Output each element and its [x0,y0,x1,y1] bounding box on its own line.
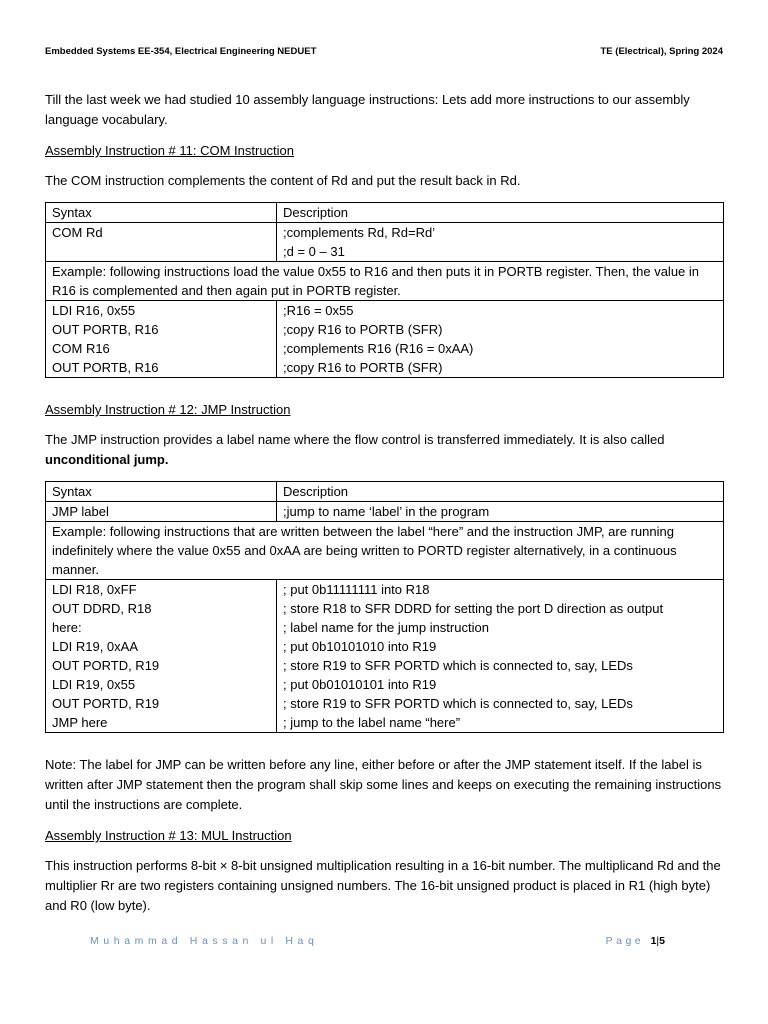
code-comment: ;R16 = 0x55 [283,303,354,318]
intro-paragraph: Till the last week we had studied 10 assembly language instructions: Lets add more instructions to our assembly language vocabulary. [45,92,690,127]
page-label: Page [605,935,645,947]
example-cell: Example: following instructions load the value 0x55 to R16 and then puts it in PORTB register. Then, the value in R16 is complemented and then again put in PORTB register. [46,262,724,301]
table-header-row [46,203,724,223]
code-instructions-cell [46,580,277,733]
code-instruction: OUT PORTB, R16 [52,360,159,375]
description-line: ;complements Rd, Rd=Rd’ [283,225,436,240]
description-cell [277,223,724,262]
page-current: 1 [650,935,657,947]
code-comment: ;complements R16 (R16 = 0xAA) [283,341,474,356]
table-row [46,223,724,262]
description-cell: ;jump to name ‘label’ in the program [277,502,724,522]
code-instruction: here: [52,620,82,635]
spacer [45,378,725,400]
note-paragraph: Note: The label for JMP can be written before any line, either before or after the JMP statement itself. If the label is written after JMP statement then the program shall skip some lines and keeps on executing the remaining instructions until the instructions are complete. [45,757,722,812]
section-12-description-bold: unconditional jump. [45,452,169,467]
page-header [45,46,723,57]
page-total: 5 [659,935,665,947]
table-row [46,262,724,301]
table-header-row [46,482,724,502]
syntax-header: Syntax [46,482,277,502]
code-instruction: JMP here [52,715,108,730]
footer-author: Muhammad Hassan ul Haq [90,935,319,947]
code-comments-cell [277,580,724,733]
code-instruction: LDI R16, 0x55 [52,303,136,318]
code-comments-cell [277,301,724,378]
header-right: TE (Electrical), Spring 2024 [600,46,723,57]
section-13-description: This instruction performs 8-bit × 8-bit unsigned multiplication resulting in a 16-bit number. The multiplicand Rd and the multiplier Rr are two registers containing unsigned numbers. The 16-bit unsigned product is placed in R1 (high byte) and R0 (low byte). [45,858,721,913]
page-number [606,935,665,947]
section-12-description [45,430,725,470]
section-12-description-text: The JMP instruction provides a label name where the flow control is transferred immediately. It is also called [45,432,665,447]
description-header: Description [277,203,724,223]
com-instruction-table [45,202,724,378]
table-row [46,502,724,522]
syntax-cell: COM Rd [46,223,277,262]
page-separator: | [656,935,660,947]
code-instruction: LDI R19, 0x55 [52,677,136,692]
table-row [46,301,724,378]
page-footer [90,935,665,947]
section-11-heading: Assembly Instruction # 11: COM Instruction [45,143,295,158]
section-13-heading: Assembly Instruction # 13: MUL Instruction [45,828,292,843]
code-instruction: OUT PORTD, R19 [52,658,160,673]
code-comment: ; put 0b10101010 into R19 [283,639,437,654]
section-12-heading: Assembly Instruction # 12: JMP Instruction [45,402,291,417]
table-row [46,522,724,580]
code-comment: ; store R18 to SFR DDRD for setting the port D direction as output [283,601,664,616]
code-instruction: OUT PORTD, R19 [52,696,160,711]
code-instruction: COM R16 [52,341,110,356]
section-11-description: The COM instruction complements the content of Rd and put the result back in Rd. [45,173,521,188]
header-left: Embedded Systems EE-354, Electrical Engineering NEDUET [45,46,317,57]
document-body [45,90,725,927]
code-instruction: OUT DDRD, R18 [52,601,152,616]
code-comment: ;copy R16 to PORTB (SFR) [283,322,443,337]
code-comment: ;copy R16 to PORTB (SFR) [283,360,443,375]
code-instructions-cell [46,301,277,378]
syntax-cell: JMP label [46,502,277,522]
code-instruction: OUT PORTB, R16 [52,322,159,337]
code-instruction: LDI R19, 0xAA [52,639,138,654]
description-header: Description [277,482,724,502]
code-comment: ; put 0b11111111 into R18 [283,582,430,597]
code-comment: ; jump to the label name “here” [283,715,461,730]
code-comment: ; put 0b01010101 into R19 [283,677,437,692]
code-comment: ; store R19 to SFR PORTD which is connected to, say, LEDs [283,696,633,711]
code-comment: ; label name for the jump instruction [283,620,489,635]
spacer [45,733,725,755]
syntax-header: Syntax [46,203,277,223]
code-comment: ; store R19 to SFR PORTD which is connected to, say, LEDs [283,658,633,673]
jmp-instruction-table [45,481,724,733]
table-row [46,580,724,733]
description-line: ;d = 0 – 31 [283,244,345,259]
code-instruction: LDI R18, 0xFF [52,582,137,597]
example-cell: Example: following instructions that are written between the label “here” and the instruction JMP, are running indefinitely where the value 0x55 and 0xAA are being written to PORTD register alternatively, in a continuous manner. [46,522,724,580]
